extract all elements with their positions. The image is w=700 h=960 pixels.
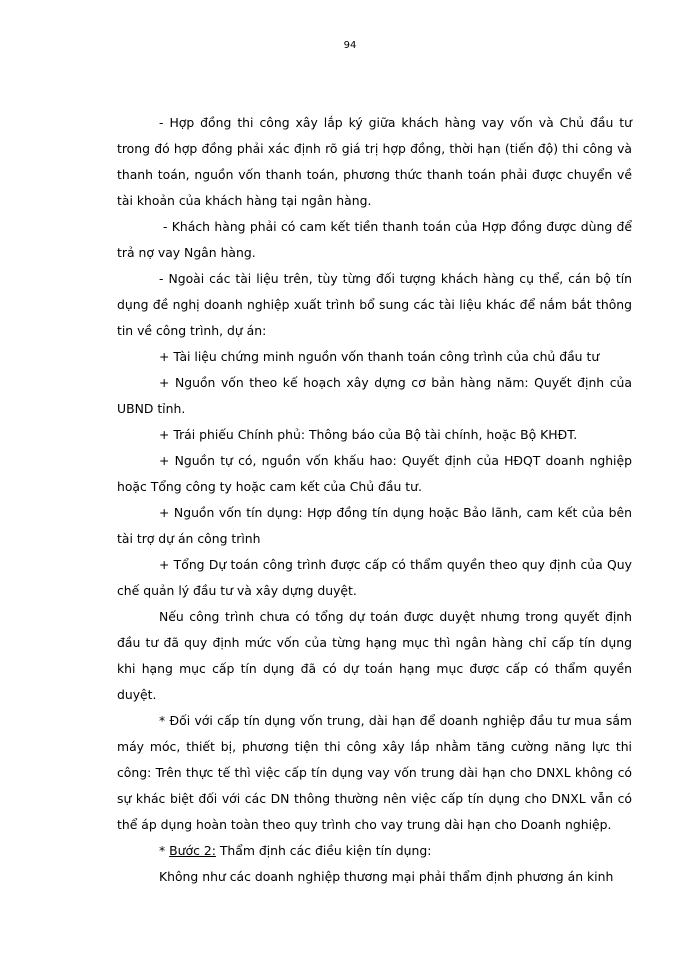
page-number: 94 (343, 40, 357, 51)
paragraph-annual-plan-funding: + Nguồn vốn theo kế hoạch xây dựng cơ bản hàng năm: Quyết định của UBND tỉnh. (117, 375, 632, 416)
step-label: Bước 2: (169, 843, 216, 858)
document-body (117, 110, 632, 890)
paragraph-construction-contract: - Hợp đồng thi công xây lắp ký giữa khách hàng vay vốn và Chủ đầu tư trong đó hợp đồng phải xác định rõ giá trị hợp đồng, thời hạn (tiến độ) thi công và thanh toán, nguồn vốn thanh toán, phương thức thanh toán phải được chuyển về tài khoản của khách hàng tại ngân hàng. (117, 115, 632, 208)
paragraph-additional-documents: - Ngoài các tài liệu trên, tùy từng đối tượng khách hàng cụ thể, cán bộ tín dụng đề nghị doanh nghiệp xuất trình bổ sung các tài liệu khác để nắm bắt thông tin về công trình, dự án: (117, 271, 632, 338)
paragraph-payment-commitment: - Khách hàng phải có cam kết tiền thanh toán của Hợp đồng được dùng để trả nợ vay Ngân hàng. (117, 219, 632, 260)
paragraph-medium-long-term: * Đối với cấp tín dụng vốn trung, dài hạn để doanh nghiệp đầu tư mua sắm máy móc, thiết bị, phương tiện thi công xây lắp nhằm tăng cường năng lực thi công: Trên thực tế thì việc cấp tín dụng vay vốn trung dài hạn cho DNXL không có sự khác biệt đối với các DN thông thường nên việc cấp tín dụng cho DNXL vẫn có thể áp dụng hoàn toàn theo quy trình cho vay trung dài hạn cho Doanh nghiệp. (117, 713, 632, 832)
paragraph-closing: Không như các doanh nghiệp thương mại phải thẩm định phương án kinh (159, 869, 614, 884)
paragraph-government-bonds: + Trái phiếu Chính phủ: Thông báo của Bộ tài chính, hoặc Bộ KHĐT. (159, 427, 578, 442)
step-text: Thẩm định các điều kiện tín dụng: (215, 843, 432, 858)
paragraph-step-2 (117, 838, 632, 864)
paragraph-funding-proof: + Tài liệu chứng minh nguồn vốn thanh toán công trình của chủ đầu tư (159, 349, 600, 364)
paragraph-credit-funds: + Nguồn vốn tín dụng: Hợp đồng tín dụng hoặc Bảo lãnh, cam kết của bên tài trợ dự án công trình (117, 505, 632, 546)
paragraph-total-estimate: + Tổng Dự toán công trình được cấp có thẩm quyền theo quy định của Quy chế quản lý đầu tư và xây dựng duyệt. (117, 557, 632, 598)
step-prefix: * (159, 843, 170, 858)
paragraph-no-estimate: Nếu công trình chưa có tổng dự toán được duyệt nhưng trong quyết định đầu tư đã quy định mức vốn của từng hạng mục thì ngân hàng chỉ cấp tín dụng khi hạng mục cấp tín dụng đã có dự toán hạng mục được cấp có thẩm quyền duyệt. (117, 609, 632, 702)
paragraph-own-funds: + Nguồn tự có, nguồn vốn khấu hao: Quyết định của HĐQT doanh nghiệp hoặc Tổng công ty hoặc cam kết của Chủ đầu tư. (117, 453, 632, 494)
